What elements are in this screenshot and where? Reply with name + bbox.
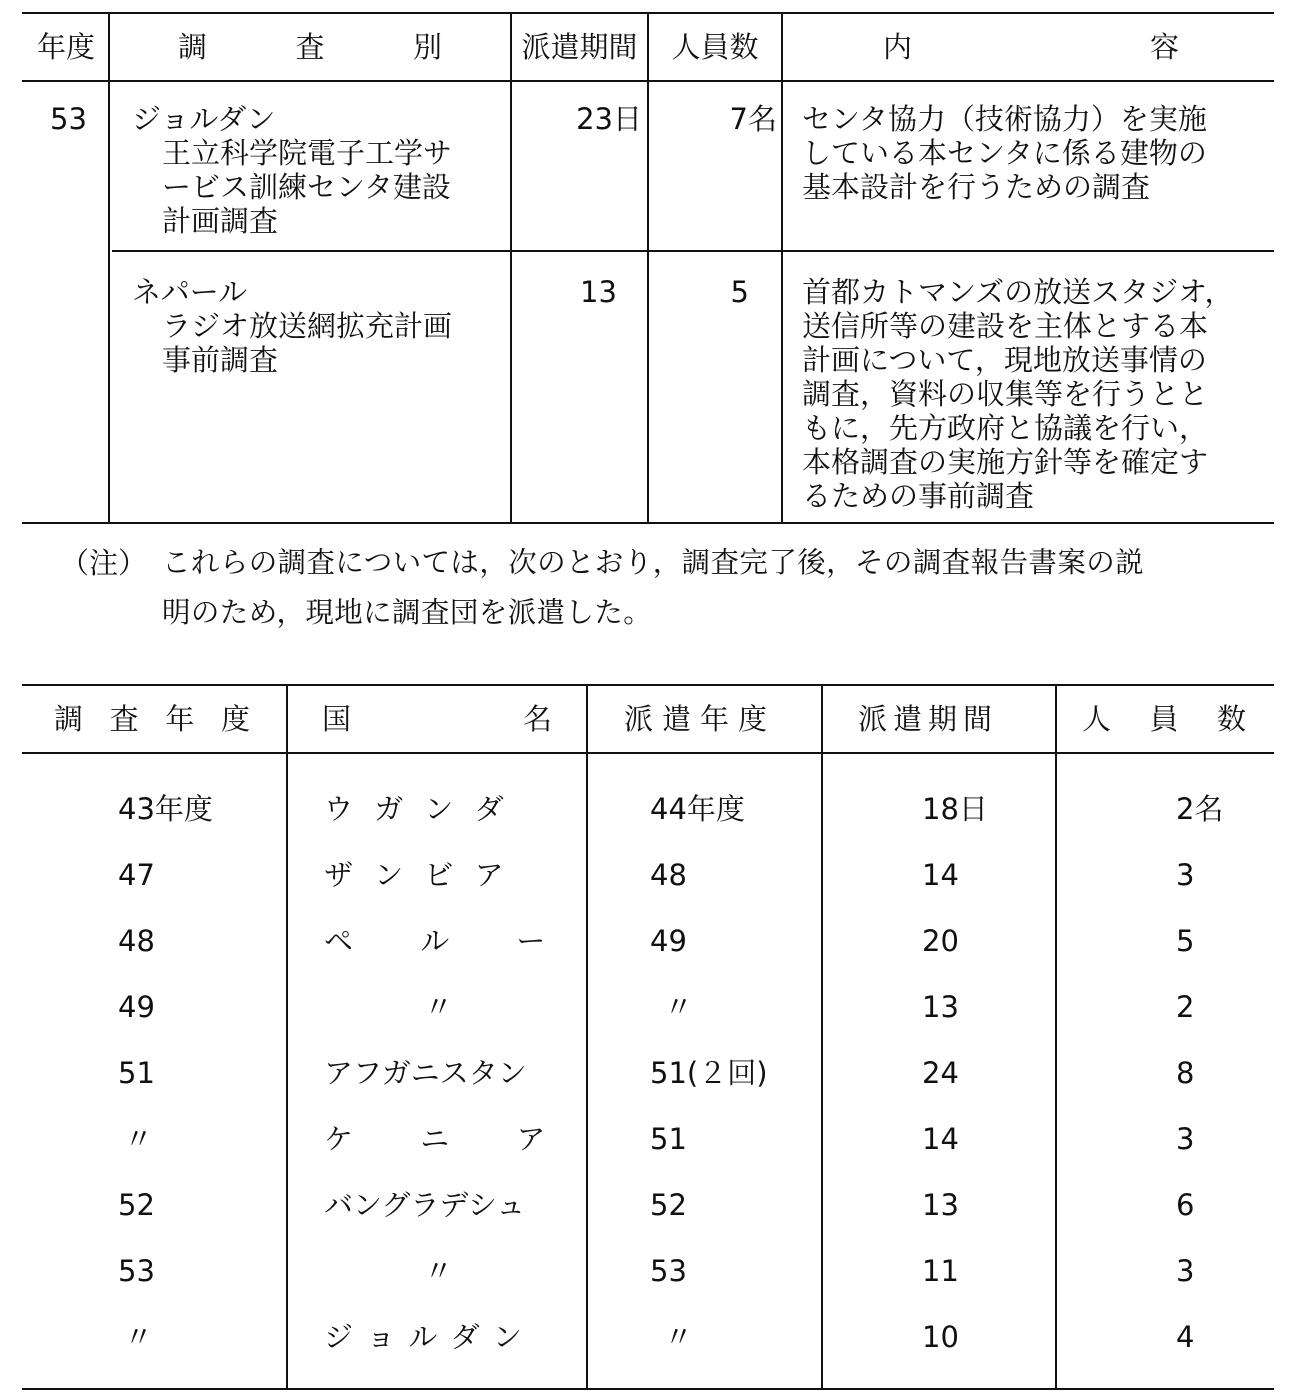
header-char: 名 — [522, 702, 552, 736]
cell-period: 11 — [922, 1254, 959, 1288]
header-char: 査 — [295, 30, 325, 64]
cell-period: 14 — [922, 858, 959, 892]
table1-row1-country: ジョルダン — [132, 102, 276, 136]
cell-country: ザ ン ビ ア — [324, 858, 504, 892]
cell-dispatch-year: 49 — [650, 924, 687, 958]
table2-col-divider — [586, 684, 588, 1390]
header-char: 国 — [322, 702, 352, 736]
header-char: 数 — [1216, 702, 1246, 736]
header-char: 度 — [220, 702, 250, 736]
cell-country: ウ ガ ン ダ — [324, 792, 504, 826]
table2-header-period: 派遣期間 — [858, 702, 999, 736]
cell-survey-year: 〃 — [124, 1320, 154, 1354]
cell-staff: 4 — [1176, 1320, 1195, 1354]
cell-staff: 6 — [1176, 1188, 1195, 1222]
cell-dispatch-year: 48 — [650, 858, 687, 892]
table2-header-rule — [22, 752, 1274, 754]
table1-row1-project-line: 王立科学院電子工学サ — [162, 136, 453, 170]
cell-survey-year: 43年度 — [118, 792, 213, 826]
table1-row2-period: 13 — [580, 275, 617, 309]
cell-period: 20 — [922, 924, 959, 958]
header-char: 調 — [54, 702, 84, 736]
cell-survey-year: 53 — [118, 1254, 155, 1288]
table1-row1-content-line: センタ協力（技術協力）を実施 — [802, 102, 1207, 136]
table1-row2-content-line: 首都カトマンズの放送スタジオ， — [802, 275, 1234, 309]
cell-dispatch-year: 〃 — [664, 990, 694, 1024]
cell-period: 14 — [922, 1122, 959, 1156]
table1-col-divider — [781, 12, 783, 524]
table2-header-staff — [1082, 702, 1246, 736]
cell-survey-year: 48 — [118, 924, 155, 958]
cell-dispatch-year: 51(２回) — [650, 1056, 768, 1090]
table1-row-divider — [112, 250, 1274, 252]
cell-country: アフガニスタン — [324, 1056, 527, 1090]
cell-survey-year: 51 — [118, 1056, 155, 1090]
cell-dispatch-year: 51 — [650, 1122, 687, 1156]
cell-period: 13 — [922, 1188, 959, 1222]
header-char: 査 — [109, 702, 139, 736]
cell-staff: 8 — [1176, 1056, 1195, 1090]
header-char: 年 — [165, 702, 195, 736]
table1-row1-content-line: している本センタに係る建物の — [802, 136, 1207, 170]
header-char: 調 — [178, 30, 208, 64]
table2-col-divider — [821, 684, 823, 1390]
cell-dispatch-year: 52 — [650, 1188, 687, 1222]
table1-row1-staff: 7名 — [729, 102, 777, 136]
note-line: 明のため，現地に調査団を派遣した。 — [162, 596, 653, 629]
table1-header-period: 派遣期間 — [521, 30, 638, 64]
table1-col-divider — [510, 12, 512, 524]
table2-top-rule — [22, 684, 1274, 686]
cell-staff: 5 — [1176, 924, 1195, 958]
cell-staff: 3 — [1176, 1122, 1195, 1156]
cell-staff: 2 — [1176, 990, 1195, 1024]
header-char: 員 — [1149, 702, 1179, 736]
cell-staff: 3 — [1176, 858, 1195, 892]
cell-country: ペ ル ー — [324, 924, 546, 958]
cell-dispatch-year: 53 — [650, 1254, 687, 1288]
cell-period: 18日 — [922, 792, 988, 826]
table1-row2-content-line: もに，先方政府と協議を行い， — [802, 411, 1209, 445]
cell-survey-year: 52 — [118, 1188, 155, 1222]
cell-staff: 3 — [1176, 1254, 1195, 1288]
cell-country: ジ ョ ル ダ ン — [324, 1320, 522, 1354]
cell-survey-year: 49 — [118, 990, 155, 1024]
table1-col-divider — [108, 12, 110, 524]
cell-period: 13 — [922, 990, 959, 1024]
table2-header-dispatch-year: 派遣年度 — [624, 702, 777, 736]
header-char: 別 — [412, 30, 442, 64]
table1-row2-content-line: 送信所等の建設を主体とする本 — [802, 309, 1209, 343]
cell-country: ケ ニ ア — [324, 1122, 546, 1156]
cell-survey-year: 47 — [118, 858, 155, 892]
table1-header-content — [883, 30, 1179, 64]
table1-row2-country: ネパール — [132, 275, 248, 309]
header-char: 内 — [883, 30, 913, 64]
cell-country: バングラデシュ — [324, 1188, 526, 1222]
cell-country: 〃 — [424, 1254, 454, 1288]
cell-period: 10 — [922, 1320, 959, 1354]
header-char: 容 — [1149, 30, 1179, 64]
table1-row1-project-line: ービス訓練センタ建設 — [162, 170, 451, 204]
table2-bottom-rule — [22, 1388, 1274, 1390]
table1-row1-project-line: 計画調査 — [162, 204, 279, 238]
cell-staff: 2名 — [1176, 792, 1224, 826]
cell-period: 24 — [922, 1056, 959, 1090]
cell-dispatch-year: 〃 — [664, 1320, 694, 1354]
table1-row2-content-line: るための事前調査 — [802, 479, 1035, 513]
table1-row2-content-line: 調査，資料の収集等を行うとと — [802, 377, 1209, 411]
table2-header-country — [322, 702, 552, 736]
cell-survey-year: 〃 — [124, 1122, 154, 1156]
table1-row1-period: 23日 — [576, 102, 642, 136]
table1-header-survey — [178, 30, 442, 64]
table1-row1-content-line: 基本設計を行うための調査 — [802, 170, 1151, 204]
table1-header-year: 年度 — [36, 30, 95, 64]
cell-dispatch-year: 44年度 — [650, 792, 745, 826]
table2-header-survey-year — [54, 702, 250, 736]
table2-col-divider — [286, 684, 288, 1390]
table2-col-divider — [1055, 684, 1057, 1390]
table1-row2-content-line: 計画について，現地放送事情の — [802, 343, 1207, 377]
table1-row1-year: 53 — [50, 102, 87, 136]
note-line: これらの調査については，次のとおり，調査完了後，その調査報告書案の説 — [162, 546, 1145, 579]
cell-country: 〃 — [424, 990, 454, 1024]
table1-row2-project-line: 事前調査 — [162, 343, 279, 377]
note-label: （注） — [60, 546, 148, 580]
header-char: 人 — [1082, 702, 1112, 736]
table1-row2-project-line: ラジオ放送網拡充計画 — [162, 309, 453, 343]
table1-row2-staff: 5 — [730, 275, 749, 309]
table1-header-staff: 人員数 — [671, 30, 759, 64]
table1-col-divider — [647, 12, 649, 524]
table1-row2-content-line: 本格調査の実施方針等を確定す — [802, 445, 1209, 479]
